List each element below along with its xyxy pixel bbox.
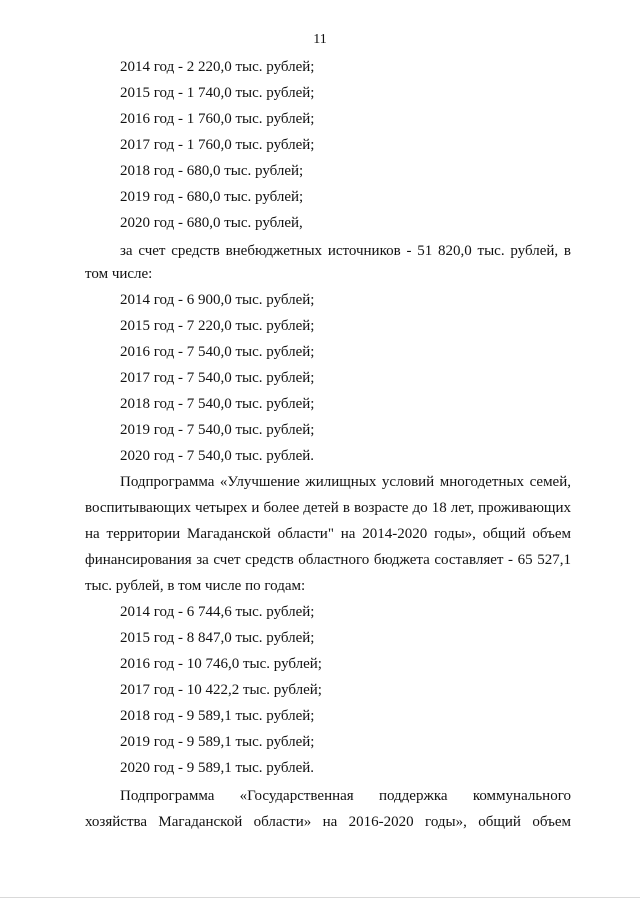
list-item: 2020 год - 7 540,0 тыс. рублей. bbox=[120, 448, 315, 464]
list-item: 2018 год - 680,0 тыс. рублей; bbox=[120, 163, 304, 179]
list-item: 2019 год - 680,0 тыс. рублей; bbox=[120, 189, 304, 205]
list-item: 2017 год - 1 760,0 тыс. рублей; bbox=[120, 137, 315, 153]
list-item: 2019 год - 7 540,0 тыс. рублей; bbox=[120, 422, 315, 438]
list-item: 2017 год - 7 540,0 тыс. рублей; bbox=[120, 370, 315, 386]
list-item: 2016 год - 7 540,0 тыс. рублей; bbox=[120, 344, 315, 360]
list-item: 2015 год - 7 220,0 тыс. рублей; bbox=[120, 318, 315, 334]
paragraph-line: воспитывающих четырех и более детей в возрасте до 18 лет, проживающих bbox=[85, 500, 571, 516]
list-item: 2016 год - 1 760,0 тыс. рублей; bbox=[120, 111, 315, 127]
list-item: 2014 год - 2 220,0 тыс. рублей; bbox=[120, 59, 315, 75]
paragraph-line: тыс. рублей, в том числе по годам: bbox=[85, 578, 306, 594]
paragraph-line: за счет средств внебюджетных источников - 51 820,0 тыс. рублей, в bbox=[120, 243, 571, 259]
paragraph-line: том числе: bbox=[85, 266, 153, 282]
list-item: 2019 год - 9 589,1 тыс. рублей; bbox=[120, 734, 315, 750]
list-item: 2015 год - 1 740,0 тыс. рублей; bbox=[120, 85, 315, 101]
paragraph-line: финансирования за счет средств областного бюджета составляет - 65 527,1 bbox=[85, 552, 571, 568]
list-item: 2018 год - 9 589,1 тыс. рублей; bbox=[120, 708, 315, 724]
page-bottom-edge bbox=[0, 897, 640, 898]
list-item: 2020 год - 680,0 тыс. рублей, bbox=[120, 215, 303, 231]
list-item: 2018 год - 7 540,0 тыс. рублей; bbox=[120, 396, 315, 412]
list-item: 2014 год - 6 900,0 тыс. рублей; bbox=[120, 292, 315, 308]
paragraph-line: Подпрограмма «Улучшение жилищных условий многодетных семей, bbox=[120, 474, 571, 490]
list-item: 2020 год - 9 589,1 тыс. рублей. bbox=[120, 760, 315, 776]
list-item: 2017 год - 10 422,2 тыс. рублей; bbox=[120, 682, 322, 698]
paragraph-line: Подпрограмма «Государственная поддержка коммунального bbox=[120, 788, 571, 804]
page-number: 11 bbox=[313, 32, 327, 47]
list-item: 2014 год - 6 744,6 тыс. рублей; bbox=[120, 604, 315, 620]
paragraph-line: на территории Магаданской области" на 2014-2020 годы», общий объем bbox=[85, 526, 571, 542]
list-item: 2015 год - 8 847,0 тыс. рублей; bbox=[120, 630, 315, 646]
paragraph-line: хозяйства Магаданской области» на 2016-2020 годы», общий объем bbox=[85, 814, 571, 830]
list-item: 2016 год - 10 746,0 тыс. рублей; bbox=[120, 656, 322, 672]
